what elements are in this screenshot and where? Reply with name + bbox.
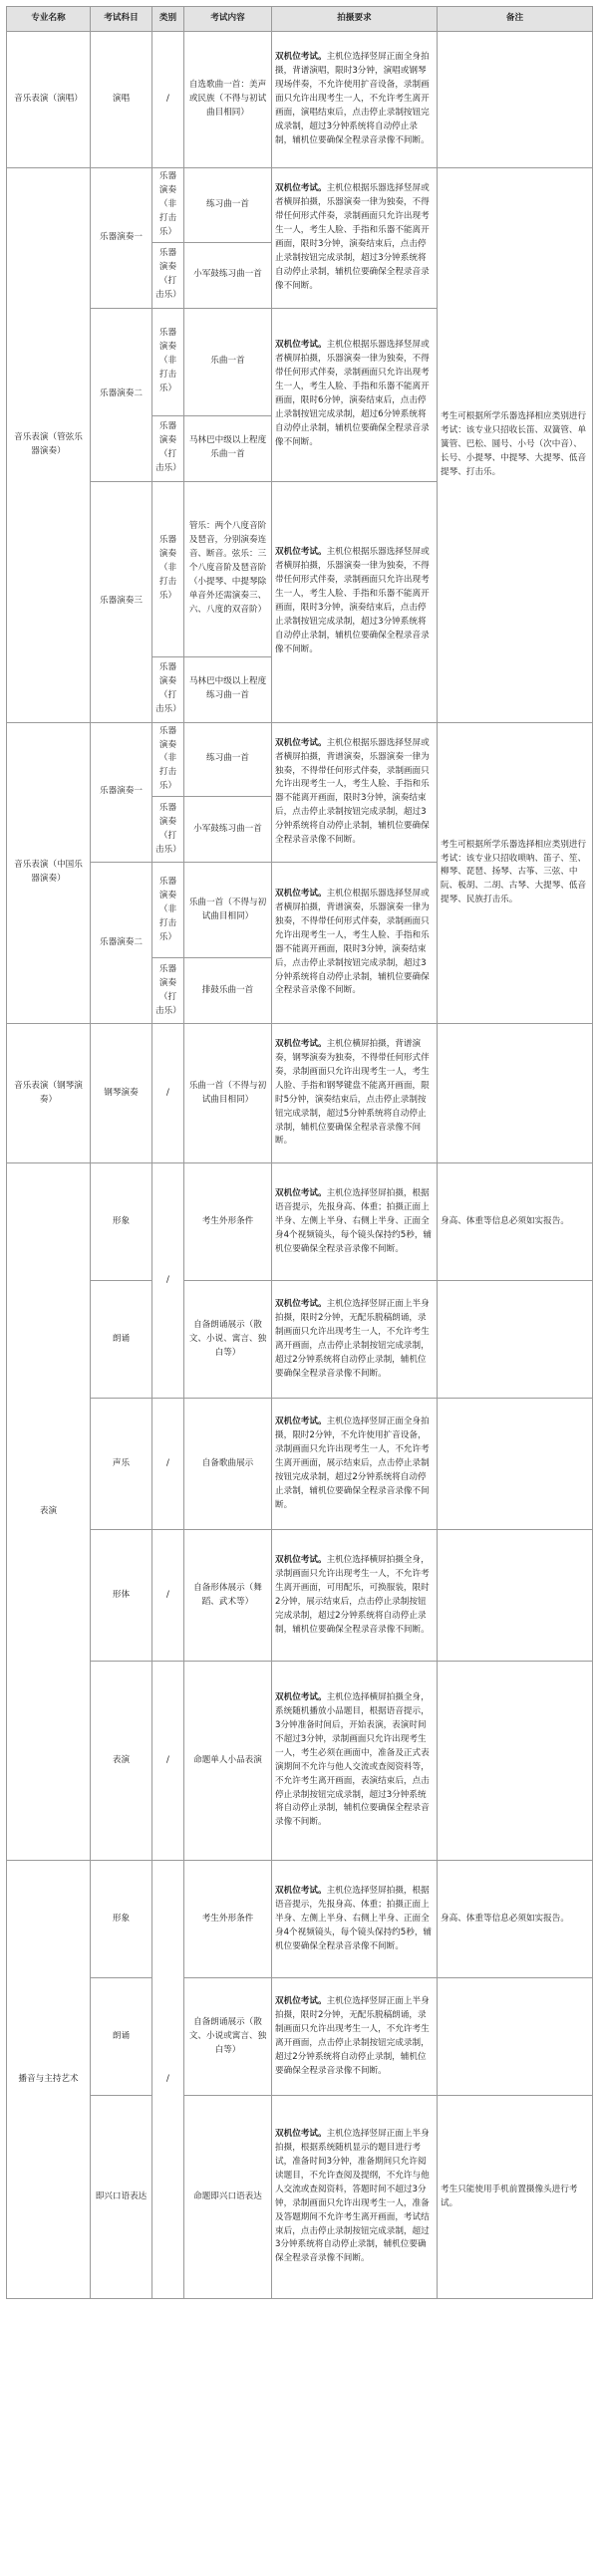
requirement-text: 主机位选择横屏拍摄全身，系统随机播放小品题目，根据语音提示，3分钟准备时间后，开始表演，表演时间不超过3分钟，录制画面只允许出现考生一人，考生必须在画面中，准备及正式表演期间不允许与他人交流或查阅资料等，不允许考生离开画面，表演结束后，点击停止录制按钮完成录制，超过3分钟系统将自动停止录制，辅机位要确保全程录音录像不间断。 [275,1692,430,1828]
content-cell: 管乐：两个八度音阶及琶音，分别演奏连音、断音。弦乐：三个八度音阶及琶音阶（小提琴、中提琴除单音外还需演奏三、六、八度的双音阶） [184,481,272,656]
requirement-text: 主机位根据乐器选择竖屏或者横屏拍摄，背谱演奏，乐器演奏一律为独奏，不得带任何形式伴奏，录制画面只允许出现考生一人，考生人脸、手指和乐器不能离开画面，限时3分钟，演奏结束后，点击停止录制按钮完成录制，超过3分钟系统将自动停止录制，辅机位要确保全程录音录像不间断。 [275,889,430,996]
content-cell: 练习曲一首 [184,168,272,243]
content-cell: 自备歌曲展示 [184,1399,272,1530]
note-cell: 身高、体重等信息必须如实报告。 [438,1861,593,1978]
dual-camera-label: 双机位考试。 [275,1692,327,1703]
requirement-cell [272,1662,438,1861]
note-cell [438,1530,593,1662]
note-cell: 身高、体重等信息必须如实报告。 [438,1163,593,1281]
table-row [7,1399,593,1530]
content-cell: 命题即兴口语表达 [184,2096,272,2299]
dual-camera-label: 双机位考试。 [275,1885,327,1896]
dual-camera-label: 双机位考试。 [275,1416,327,1426]
table-row [7,1662,593,1861]
major-cell: 音乐表演（中国乐器演奏） [7,722,91,1024]
category-cell: / [152,1399,184,1530]
table-row [7,1163,593,1281]
requirement-cell [272,1530,438,1662]
major-cell: 音乐表演（演唱） [7,32,91,168]
requirement-text: 主机位根据乐器选择竖屏或者横屏拍摄，背谱演奏，乐器演奏一律为独奏，不得带任何形式伴奏，录制画面只允许出现考生一人，考生人脸、手指和乐器不能离开画面，限时3分钟，演奏结束后，点击停止录制按钮完成录制，超过3分钟系统将自动停止录制，辅机位要确保全程录音录像不间断。 [275,737,430,846]
subject-cell: 形体 [91,1530,152,1662]
requirement-text: 主机位选择竖屏正面全身拍摄，限时2分钟，不允许使用扩音设备，录制画面只允许出现考生一人，不允许考生离开画面，展示结束后，点击停止录制按钮完成录制，超过2分钟系统将自动停止录制，辅机位要确保全程录音录像不间断。 [275,1416,430,1510]
subject-cell: 表演 [91,1662,152,1861]
category-cell: 乐器演奏（非打击乐） [152,722,184,797]
content-cell: 马林巴中级以上程度练习曲一首 [184,656,272,722]
major-cell: 音乐表演（钢琴演奏） [7,1024,91,1163]
category-cell: 乐器演奏（打击乐） [152,656,184,722]
content-cell: 乐曲一首（不得与初试曲目相同） [184,1024,272,1163]
category-cell: / [152,1530,184,1662]
content-cell: 自备朗诵展示（散文、小说、寓言、独白等） [184,1281,272,1399]
content-cell: 考生外形条件 [184,1861,272,1978]
requirement-text: 主机位根据乐器选择竖屏或者横屏拍摄，乐器演奏一律为独奏，不得带任何形式伴奏，录制画面只允许出现考生一人，考生人脸、手指和乐器不能离开画面，限时3分钟，演奏结束后，点击停止录制按钮完成录制，超过3分钟系统将自动停止录制，辅机位要确保全程录音录像不间断。 [275,183,430,291]
category-cell: 乐器演奏（打击乐） [152,242,184,308]
dual-camera-label: 双机位考试。 [275,1039,327,1050]
note-cell: 考生可根据所学乐器选择相应类别进行考试：该专业只招收唢呐、笛子、笙、柳琴、琵琶、扬琴、古筝、三弦、中阮、板胡、二胡、古琴、大提琴、低音提琴、民族打击乐。 [438,722,593,1024]
requirement-text: 主机位根据乐器选择竖屏或者横屏拍摄，乐器演奏一律为独奏，不得带任何形式伴奏，录制画面只允许出现考生一人，考生人脸、手指和乐器不能离开画面，限时3分钟，演奏结束后，点击停止录制按钮完成录制，超过3分钟系统将自动停止录制，辅机位要确保全程录音录像不间断。 [275,547,430,654]
subject-cell: 乐器演奏二 [91,863,152,1024]
requirement-cell [272,1399,438,1530]
subject-cell: 演唱 [91,32,152,168]
dual-camera-label: 双机位考试。 [275,1554,327,1565]
header-category: 类别 [152,7,184,32]
requirement-cell [272,32,438,168]
category-cell: 乐器演奏（打击乐） [152,415,184,481]
content-cell: 练习曲一首 [184,722,272,797]
subject-cell: 乐器演奏一 [91,722,152,863]
dual-camera-label: 双机位考试。 [275,889,327,900]
category-cell: 乐器演奏（非打击乐） [152,863,184,958]
subject-cell: 声乐 [91,1399,152,1530]
note-cell: 考生可根据所学乐器选择相应类别进行考试：该专业只招收长笛、双簧管、单簧管、巴松、圆号、小号（次中音）、长号、小提琴、中提琴、大提琴、低音提琴、打击乐。 [438,168,593,723]
category-cell: 乐器演奏（非打击乐） [152,481,184,656]
table-row [7,1281,593,1399]
subject-cell: 乐器演奏二 [91,308,152,481]
requirement-cell [272,481,438,722]
requirement-text: 主机位选择横屏拍摄全身，录制画面只允许出现考生一人，不允许考生离开画面，可用配乐，可换服装，限时2分钟，展示结束后，点击停止录制按钮完成录制，超过2分钟系统将自动停止录制，辅机位要确保全程录音录像不间断。 [275,1554,430,1635]
major-cell: 播音与主持艺术 [7,1861,91,2299]
content-cell: 排鼓乐曲一首 [184,958,272,1024]
requirement-cell [272,1281,438,1399]
requirement-cell [272,863,438,1024]
table-row [7,1024,593,1163]
category-cell: / [152,1861,184,2299]
header-content: 考试内容 [184,7,272,32]
content-cell: 乐曲一首 [184,308,272,415]
dual-camera-label: 双机位考试。 [275,1298,327,1309]
table-row [7,168,593,243]
requirement-text: 主机位根据乐器选择竖屏或者横屏拍摄，乐器演奏一律为独奏，不得带任何形式伴奏，录制画面只允许出现考生一人，考生人脸、手指和乐器不能离开画面，限时6分钟，演奏结束后，点击停止录制按钮完成录制，超过6分钟系统将自动停止录制，辅机位要确保全程录音录像不间断。 [275,340,430,447]
subject-cell: 形象 [91,1861,152,1978]
category-cell: / [152,1024,184,1163]
subject-cell: 朗诵 [91,1281,152,1399]
requirement-cell [272,168,438,309]
category-cell: / [152,1163,184,1399]
content-cell: 自选歌曲一首：美声或民族（不得与初试曲目相同） [184,32,272,168]
note-cell: 考生只能使用手机前置摄像头进行考试。 [438,2096,593,2299]
table-row [7,1978,593,2096]
subject-cell: 乐器演奏一 [91,168,152,309]
subject-cell: 即兴口语表达 [91,2096,152,2299]
header-note: 备注 [438,7,593,32]
content-cell: 考生外形条件 [184,1163,272,1281]
requirement-text: 主机位选择竖屏正面上半身拍摄，根据系统随机显示的题目进行考试，准备时间3分钟，准备期间只允许阅读题目，不允许查阅及提纲，不允许与他人交流或查阅资料，答题时间不超过3分钟，录制画面只允许出现考生一人，准备及答题期间不允许考生离开画面，考试结束后，点击停止录制按钮完成录制，超过3分钟系统将自动停止录制，辅机位要确保全程录音录像不间断。 [275,2129,430,2264]
dual-camera-label: 双机位考试。 [275,183,327,194]
requirement-cell [272,1024,438,1163]
requirement-text: 主机位选择竖屏正面上半身拍摄，限时2分钟，无配乐脱稿朗诵，录制画面只允许出现考生一人，不允许考生离开画面，点击停止录制按钮完成录制，超过2分钟系统将自动停止录制，辅机位要确保全程录音录像不间断。 [275,1298,430,1379]
table-row [7,2096,593,2299]
requirement-cell [272,1978,438,2096]
table-row [7,32,593,168]
content-cell: 小军鼓练习曲一首 [184,242,272,308]
content-cell: 自备朗诵展示（散文、小说或寓言、独白等） [184,1978,272,2096]
dual-camera-label: 双机位考试。 [275,1995,327,2006]
requirement-text: 主机位选择竖屏拍摄，根据语音提示，先报身高、体重；拍摄正面上半身、左侧上半身、右侧上半身、正面全身4个视频镜头，每个镜头保持约5秒，辅机位要确保全程录音录像不间断。 [275,1885,433,1951]
note-cell [438,1399,593,1530]
requirement-cell [272,1861,438,1978]
subject-cell: 钢琴演奏 [91,1024,152,1163]
requirement-cell [272,722,438,863]
dual-camera-label: 双机位考试。 [275,547,327,558]
requirement-text: 主机位横屏拍摄，背谱演奏，钢琴演奏为独奏，不得带任何形式伴奏，录制画面只允许出现考生一人，考生人脸、手指和钢琴键盘不能离开画面，限时5分钟，演奏结束后，点击停止录制按钮完成录制，超过5分钟系统将自动停止录制，辅机位要确保全程录音录像不间断。 [275,1039,430,1147]
dual-camera-label: 双机位考试。 [275,737,327,748]
category-cell: / [152,1662,184,1861]
header-row [7,7,593,32]
note-cell [438,1978,593,2096]
requirement-text: 主机位选择竖屏拍摄，根据语音提示，先报身高、体重；拍摄正面上半身、左侧上半身、右侧上半身、正面全身4个视频镜头，每个镜头保持约5秒，辅机位要确保全程录音录像不间断。 [275,1187,433,1254]
header-requirement: 拍摄要求 [272,7,438,32]
requirement-cell [272,308,438,481]
exam-table [6,6,593,2299]
major-cell: 音乐表演（管弦乐器演奏） [7,168,91,723]
category-cell: 乐器演奏（非打击乐） [152,308,184,415]
table-row [7,722,593,797]
requirement-cell [272,1163,438,1281]
category-cell: 乐器演奏（非打击乐） [152,168,184,243]
requirement-text: 主机位选择竖屏正面全身拍摄，背谱演唱，限时3分钟，演唱或钢琴现场伴奏，不允许使用扩音设备，录制画面只允许出现考生一人，不允许考生离开画面，演唱结束后，点击停止录制按钮完成录制，超过3分钟系统将自动停止录制，辅机位要确保全程录音录像不间断。 [275,52,430,145]
table-row [7,1530,593,1662]
requirement-text: 主机位选择竖屏正面上半身拍摄，限时2分钟，无配乐脱稿朗诵，录制画面只允许出现考生一人，不允许考生离开画面，点击停止录制按钮完成录制，超过2分钟系统将自动停止录制，辅机位要确保全程录音录像不间断。 [275,1995,430,2076]
content-cell: 命题单人小品表演 [184,1662,272,1861]
category-cell: / [152,32,184,168]
note-cell [438,32,593,168]
content-cell: 自备形体展示（舞蹈、武术等） [184,1530,272,1662]
dual-camera-label: 双机位考试。 [275,340,327,351]
subject-cell: 形象 [91,1163,152,1281]
header-major: 专业名称 [7,7,91,32]
header-subject: 考试科目 [91,7,152,32]
dual-camera-label: 双机位考试。 [275,2129,327,2140]
subject-cell: 乐器演奏三 [91,481,152,722]
content-cell: 马林巴中级以上程度乐曲一首 [184,415,272,481]
category-cell: 乐器演奏（打击乐） [152,958,184,1024]
note-cell [438,1281,593,1399]
content-cell: 小军鼓练习曲一首 [184,797,272,863]
note-cell [438,1024,593,1163]
dual-camera-label: 双机位考试。 [275,1187,327,1198]
dual-camera-label: 双机位考试。 [275,52,327,63]
major-cell: 表演 [7,1163,91,1861]
category-cell: 乐器演奏（打击乐） [152,797,184,863]
table-row [7,1861,593,1978]
subject-cell: 朗诵 [91,1978,152,2096]
requirement-cell [272,2096,438,2299]
content-cell: 乐曲一首（不得与初试曲目相同） [184,863,272,958]
note-cell [438,1662,593,1861]
